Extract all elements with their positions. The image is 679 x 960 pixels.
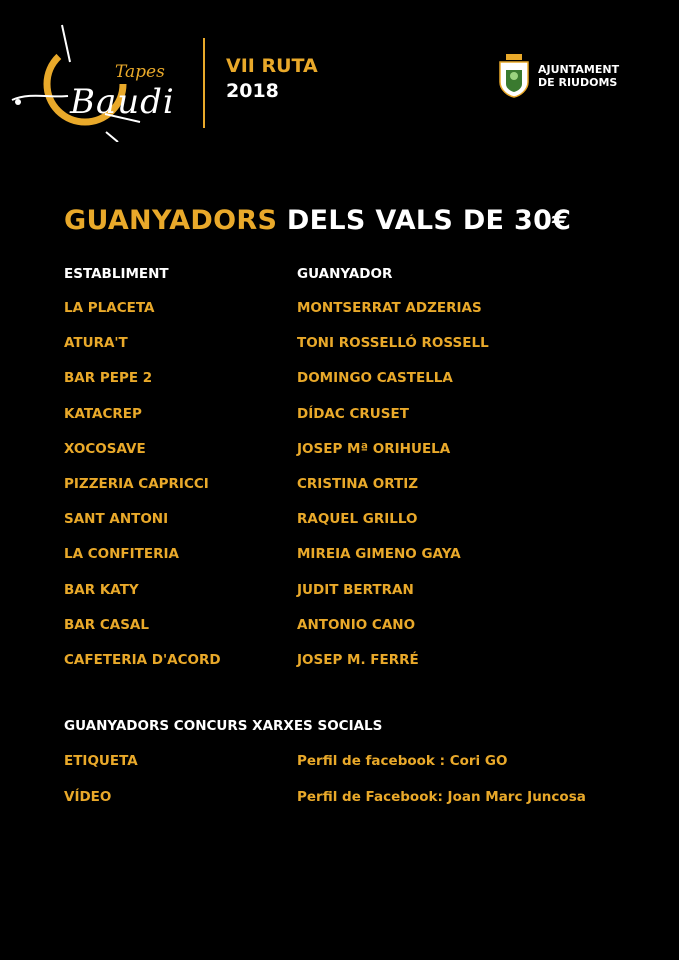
table-row xyxy=(0,335,679,370)
winner-cell: TONI ROSSELLÓ ROSSELL xyxy=(297,335,489,352)
social-heading: GUANYADORS CONCURS XARXES SOCIALS xyxy=(64,718,383,734)
establishment-cell: BAR PEPE 2 xyxy=(64,370,153,387)
table-row xyxy=(0,789,679,825)
winner-cell: DÍDAC CRUSET xyxy=(297,405,409,422)
table-row xyxy=(0,511,679,546)
table-row xyxy=(0,476,679,511)
winner-cell: JOSEP M. FERRÉ xyxy=(297,651,419,668)
establishment-cell: LA PLACETA xyxy=(64,300,155,316)
social-winner-cell: Perfil de facebook : Cori GO xyxy=(297,753,508,769)
ajuntament-text xyxy=(538,63,619,89)
winner-cell: JUDIT BERTRAN xyxy=(297,581,414,598)
ruta-label xyxy=(226,54,318,104)
table-row xyxy=(0,441,679,476)
table-row xyxy=(0,753,679,789)
establishment-cell: LA CONFITERIA xyxy=(64,546,179,563)
winner-cell: JOSEP Mª ORIHUELA xyxy=(297,440,451,457)
ruta-year: 2018 xyxy=(226,80,279,102)
social-category-cell: ETIQUETA xyxy=(64,753,138,769)
social-category-cell: VÍDEO xyxy=(64,788,112,805)
social-winners-table xyxy=(0,753,679,824)
establishment-cell: ATURA'T xyxy=(64,335,128,352)
table-row xyxy=(0,300,679,335)
page-title xyxy=(64,205,571,236)
establishment-cell: KATACREP xyxy=(64,405,142,422)
tapes-baudi-logo xyxy=(10,22,190,142)
ajuntament-line2: DE RIUDOMS xyxy=(538,76,618,89)
winner-cell: RAQUEL GRILLO xyxy=(297,511,418,528)
establishment-cell: PIZZERIA CAPRICCI xyxy=(64,475,209,492)
title-rest: DELS VALS DE 30€ xyxy=(286,205,572,236)
header xyxy=(0,0,679,150)
logo-word-baudi: Baudi xyxy=(70,82,175,122)
establishment-cell: BAR CASAL xyxy=(64,616,149,633)
logo-word-tapes: Tapes xyxy=(115,62,165,82)
winners-table xyxy=(0,300,679,687)
header-divider xyxy=(203,38,205,128)
establishment-cell: SANT ANTONI xyxy=(64,511,169,528)
column-header-establishment: ESTABLIMENT xyxy=(64,266,169,282)
column-header-winner: GUANYADOR xyxy=(297,266,393,282)
winner-cell: ANTONIO CANO xyxy=(297,616,416,633)
riudoms-coat-of-arms-icon xyxy=(498,54,530,98)
table-row xyxy=(0,546,679,581)
establishment-cell: XOCOSAVE xyxy=(64,440,146,457)
table-row xyxy=(0,652,679,687)
table-row xyxy=(0,617,679,652)
winner-cell: MIREIA GIMENO GAYA xyxy=(297,546,461,563)
social-winner-cell: Perfil de Facebook: Joan Marc Juncosa xyxy=(297,788,586,805)
establishment-cell: BAR KATY xyxy=(64,581,139,598)
ajuntament-line1: AJUNTAMENT xyxy=(538,63,620,76)
table-row xyxy=(0,370,679,405)
table-row xyxy=(0,582,679,617)
establishment-cell: CAFETERIA D'ACORD xyxy=(64,651,221,668)
ruta-edition: VII RUTA xyxy=(226,55,318,77)
winner-cell: DOMINGO CASTELLA xyxy=(297,370,453,387)
table-row xyxy=(0,406,679,441)
winner-cell: MONTSERRAT ADZERIAS xyxy=(297,300,482,316)
title-highlight: GUANYADORS xyxy=(64,205,278,236)
winner-cell: CRISTINA ORTIZ xyxy=(297,475,419,492)
